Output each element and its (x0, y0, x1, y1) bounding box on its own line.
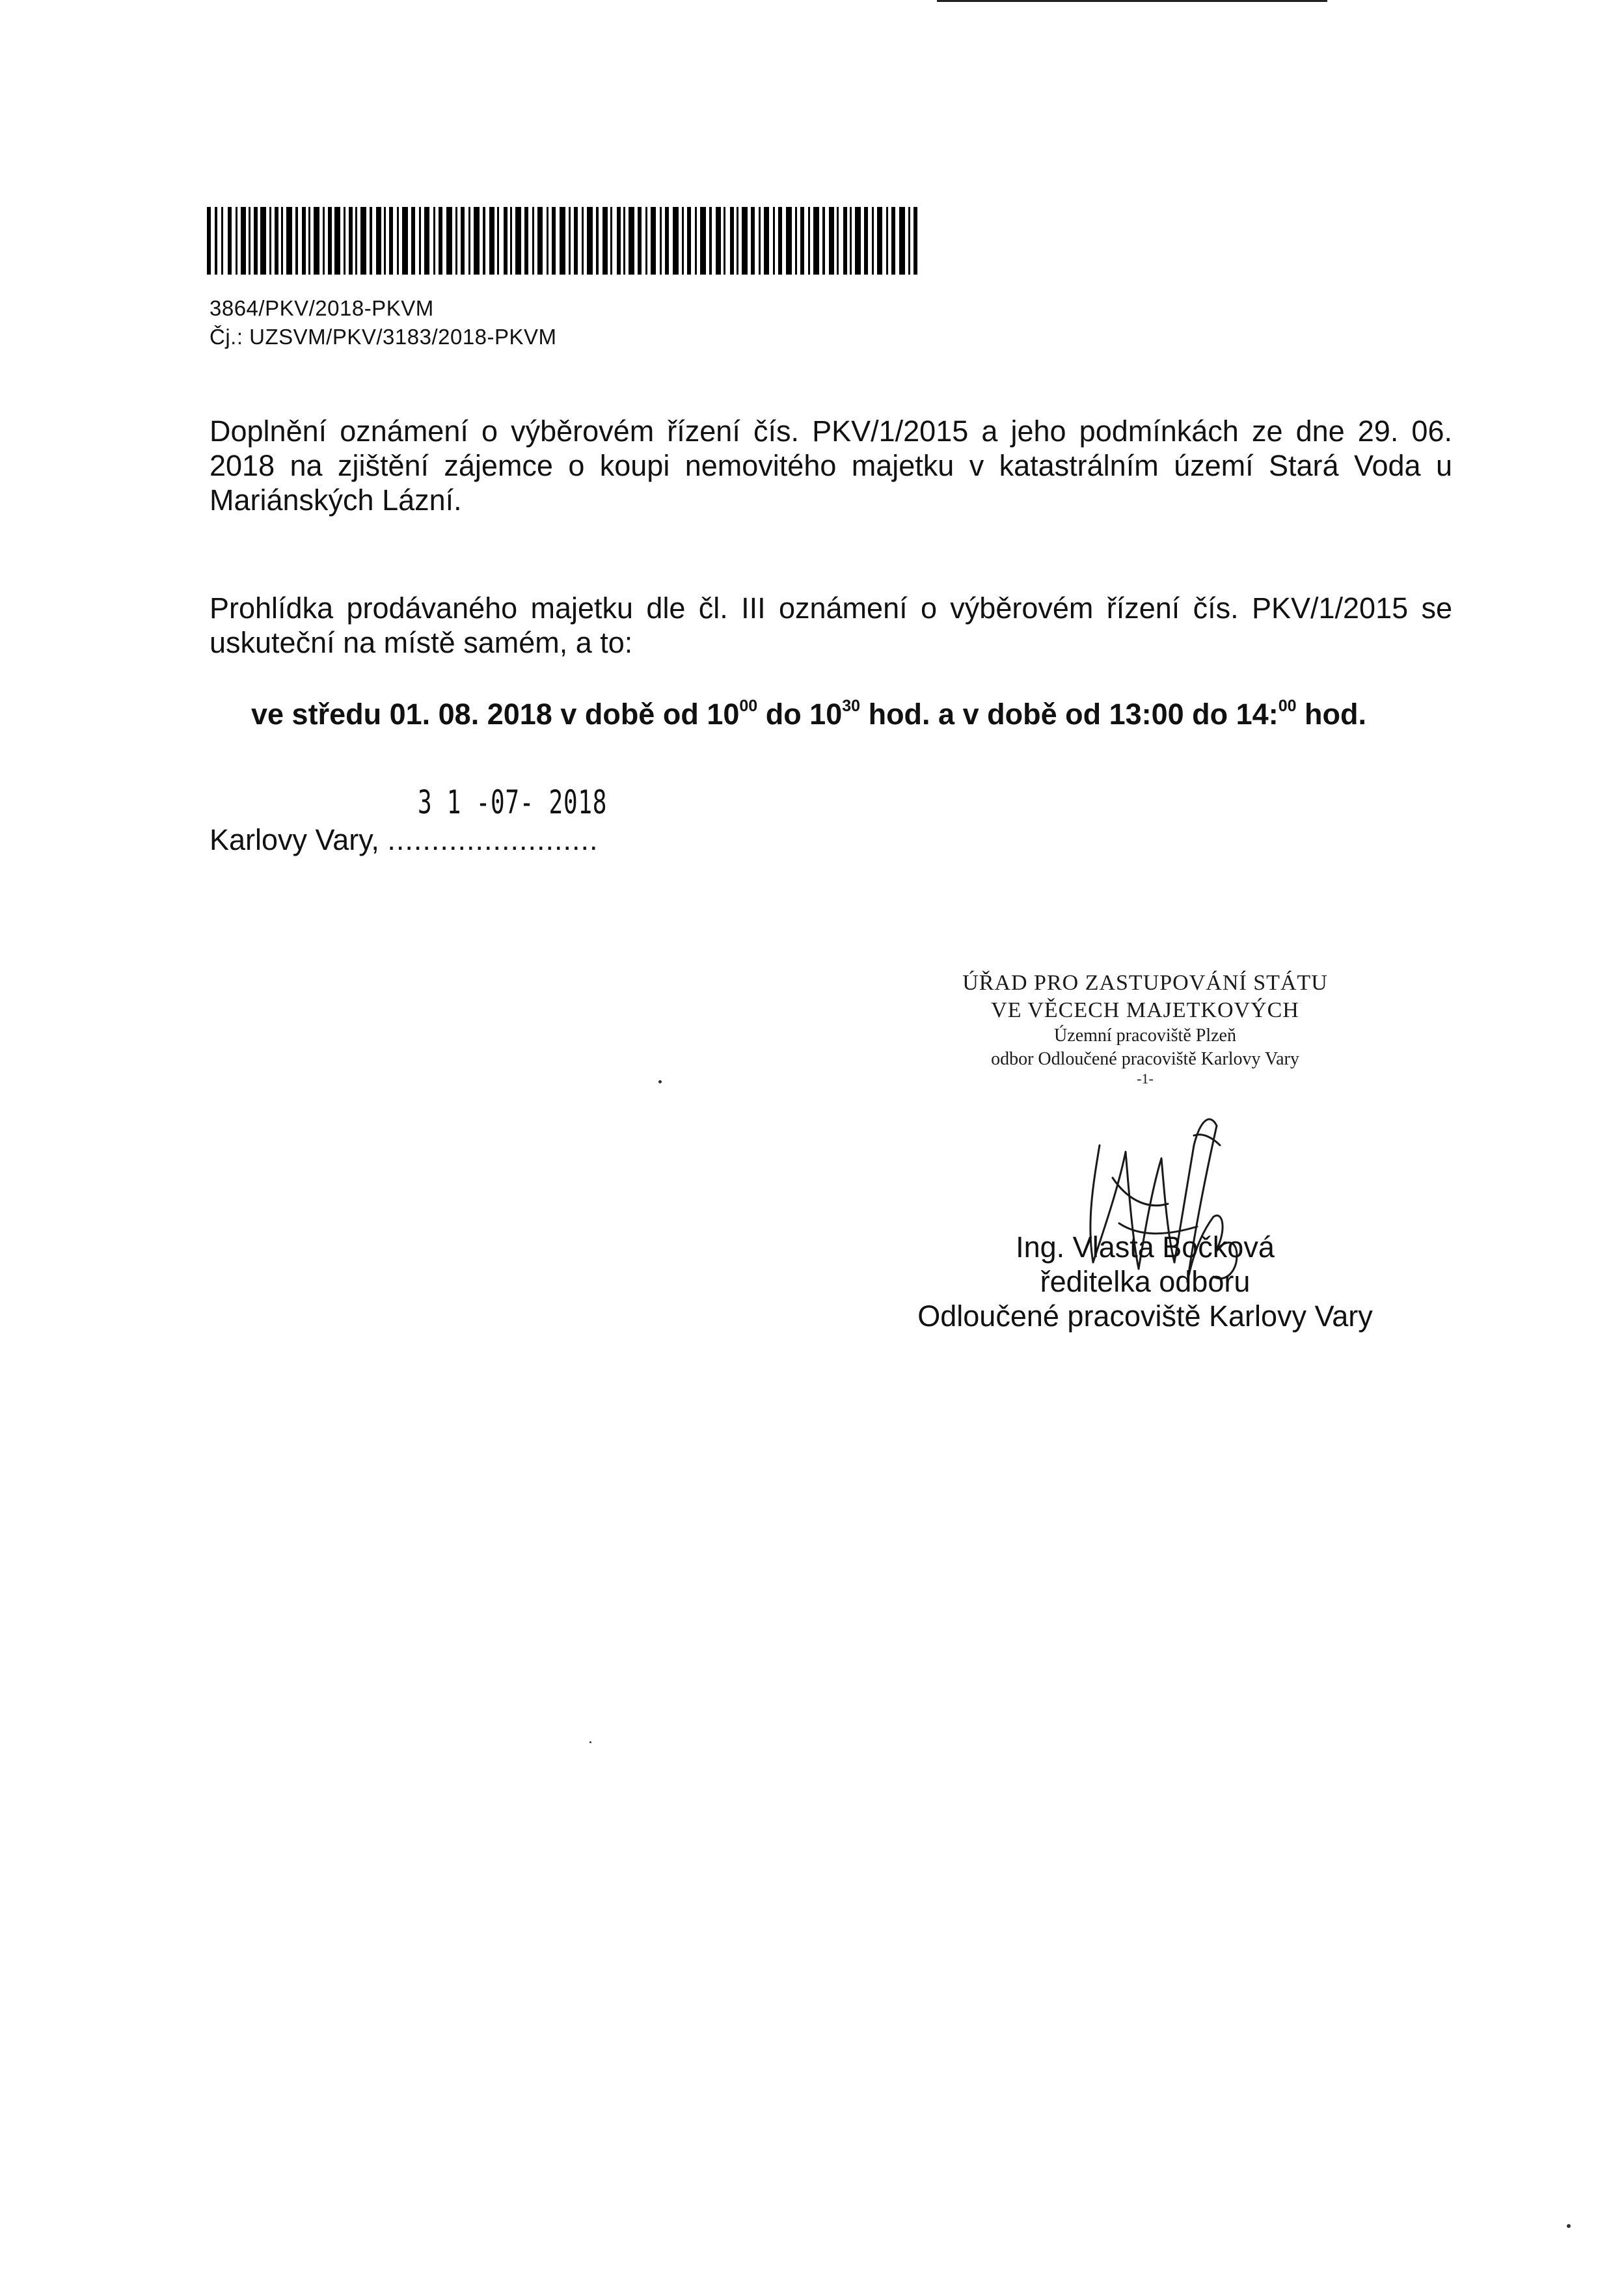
stamp-line-region: Územní pracoviště Plzeň (1054, 1026, 1236, 1046)
case-number: Čj.: UZSVM/PKV/3183/2018-PKVM (210, 325, 557, 349)
stamp-line-office: ÚŘAD PRO ZASTUPOVÁNÍ STÁTU (962, 971, 1328, 995)
scan-speck (658, 1080, 662, 1083)
barcode-graphic (207, 207, 917, 275)
stamp-line-department: odbor Odloučené pracoviště Karlovy Vary (991, 1049, 1299, 1069)
viewing-sup-1: 00 (739, 697, 758, 715)
barcode (207, 207, 917, 275)
scan-edge-line (937, 0, 1327, 2)
place-date-line (210, 823, 598, 857)
viewing-suffix: hod. (1305, 698, 1366, 731)
scan-speck (1567, 2224, 1571, 2228)
signatory-title: ředitelka odboru (1040, 1265, 1251, 1298)
date-stamp: 3 1 -07- 2018 (418, 783, 608, 821)
office-stamp (898, 970, 1392, 1087)
viewing-mid-2: hod. a v době od 13:00 do 14: (868, 698, 1279, 731)
place-label: Karlovy Vary, (210, 823, 379, 856)
viewing-sup-3: 00 (1278, 697, 1297, 715)
scan-speck (589, 1741, 591, 1743)
viewing-sup-2: 30 (842, 697, 861, 715)
reference-number: 3864/PKV/2018-PKVM (210, 296, 434, 320)
place-dots: ........................ (387, 823, 599, 856)
signatory-name: Ing. Vlasta Bočková (1016, 1230, 1275, 1264)
reference-block (210, 294, 557, 351)
signatory-block (846, 1230, 1444, 1333)
stamp-line-number: -1- (1137, 1070, 1154, 1087)
stamp-line-matters: VE VĚCECH MAJETKOVÝCH (991, 998, 1299, 1022)
viewing-paragraph: Prohlídka prodávaného majetku dle čl. III oznámení o výběrovém řízení čís. PKV/1/2015 se uskuteční na místě samém, a to: (210, 591, 1452, 659)
viewing-mid-1: do 10 (765, 698, 843, 731)
signatory-department: Odloučené pracoviště Karlovy Vary (917, 1299, 1373, 1333)
viewing-prefix: ve středu 01. 08. 2018 v době od 10 (251, 698, 740, 731)
supplement-paragraph: Doplnění oznámení o výběrovém řízení čís. PKV/1/2015 a jeho podmínkách ze dne 29. 06. 2018 na zjištění zájemce o koupi nemovitého majetku v katastrálním území Stará Voda u Mariánských Lázní. (210, 414, 1452, 517)
viewing-schedule (251, 698, 1366, 731)
